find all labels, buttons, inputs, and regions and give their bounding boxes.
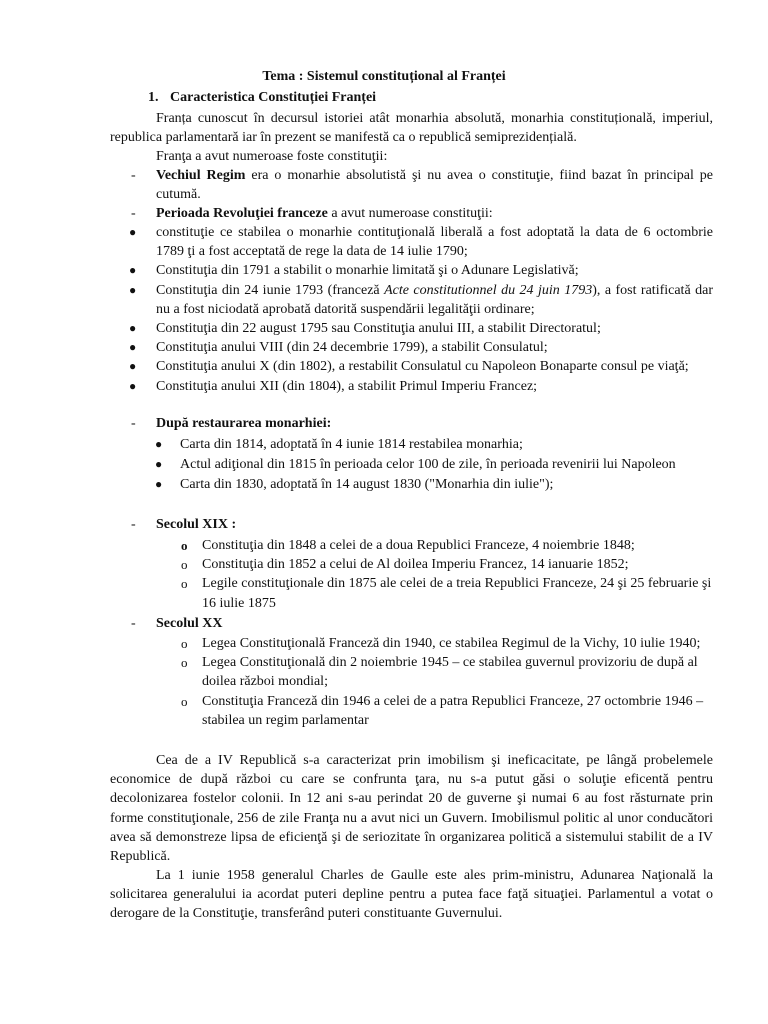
bullet-marker: ● [129,378,137,393]
list-item [131,515,713,534]
revolution-list [129,223,713,396]
circle-marker: o [181,557,188,573]
bullet-marker: ● [129,359,137,374]
c20-label: Secolul XX [156,616,223,631]
old-regime-text: era o monarhie absolutistă şi nu avea o constituţie, fiind bazat în principal pe cutumă. [156,168,713,203]
bullet-marker: ● [129,340,137,355]
bullet-marker: ● [129,263,137,278]
list-item-text: Constituţia din 24 iunie 1793 (franceză [156,282,385,298]
list-item [131,204,713,223]
intro-paragraph-2: Franţa a avut numeroase foste constituţii: [156,149,388,164]
circle-marker: o [181,576,188,592]
list-item [181,574,713,612]
c20-list [181,634,713,730]
circle-marker: o [181,636,188,651]
dash-marker: - [131,168,136,183]
bullet-marker: ● [155,437,163,451]
list-item-text: Actul adiţional din 1815 în perioada celor 100 de zile, în perioada revenirii lui Napoleon [180,457,676,473]
list-item [181,653,713,691]
list-item-text: Constituţia din 1852 a celui de Al doilea Imperiu Francez, 14 ianuarie 1852; [202,557,629,573]
list-item-text: Constituţia din 22 august 1795 sau Constituţia anului III, a stabilit Directoratul; [156,321,601,337]
revolution-label: Perioada Revoluţiei franceze [156,206,328,222]
circle-marker: o [181,693,188,709]
list-item-text: Constituţia Franceză din 1946 a celei de a patra Republici Franceze, 27 octombrie 1946 – stabilea un regim parlamentar [202,693,704,728]
restoration-list [155,435,713,495]
old-regime-label: Vechiul Regim [156,168,246,183]
list-item [129,261,713,280]
list-item-text: Carta din 1814, adoptată în 4 iunie 1814 restabilea monarhia; [180,437,523,452]
list-item [181,536,713,555]
dash-marker: - [131,616,136,631]
list-item-italic: Acte constitutionnel du 24 juin 1793 [384,282,593,298]
list-item [131,166,713,204]
list-item [155,475,713,494]
de-gaulle-paragraph: La 1 iunie 1958 generalul Charles de Gaulle este ales prim-ministru, Adunarea Naţională la solicitarea generalului ia acordat puteri depline pentru a putea face faţă situaţiei. Parlamentul a votat o derogare de la Constituţie, transferând puteri constituante Guvernului. [110,868,713,922]
section-title: Caracteristica Constituției Franței [170,90,377,105]
list-item-text: Constituţia din 1791 a stabilit o monarhie limitată şi o Adunare Legislativă; [156,263,579,279]
list-item [129,357,713,376]
list-item-text: Legea Constituţională Franceză din 1940, ce stabilea Regimul de la Vichy, 10 iulie 1940; [202,636,701,651]
fourth-republic-paragraph: Cea de a IV Republică s-a caracterizat prin imobilism şi ineficacitate, pe lângă probelemele economice de după război cu care se confrunta ţara, nu s-a putut găsi o soluţie eficentă pentru decolonizarea fostelor colonii. In 12 ani s-au perindat 20 de guverne şi numai 6 au fost răsturnate prin forme constituţionale, 256 de zile Franţa nu a avut nici un Guvern. Imobilismul politic al unor conducători avea să demonstreze lipsa de eficienţă şi de seriozitate în organizarea politică a sistemului stabilit de a IV Republică. [110,753,713,865]
document-title: Tema : Sistemul constituțional al Franței [262,69,506,84]
bullet-marker: ● [155,457,163,472]
list-item-text: Constituţia anului XII (din 1804), a stabilit Primul Imperiu Francez; [156,378,538,394]
restoration-label: După restaurarea monarhiei: [156,416,332,431]
section-number: 1. [148,90,159,105]
list-item [129,377,713,396]
list-item [129,338,713,357]
list-item [181,634,713,653]
section-heading [148,88,376,107]
list-item [129,281,713,319]
list-item [131,414,713,433]
list-item [155,455,713,474]
c19-label: Secolul XIX : [156,517,237,532]
dash-list-restoration [131,414,713,433]
list-item [155,435,713,454]
bullet-marker: ● [129,321,137,336]
dash-marker: - [131,416,136,431]
revolution-text: a avut numeroase constituţii: [327,206,493,222]
bullet-marker: ● [155,477,163,492]
dash-marker: - [131,206,136,222]
circle-marker: o [181,538,188,553]
list-item-text: Carta din 1830, adoptată în 14 august 1830 ("Monarhia din iulie"); [180,477,554,493]
list-item [181,692,713,730]
list-item [181,555,713,574]
dash-list-c19 [131,515,713,534]
circle-marker: o [181,655,188,671]
dash-list-1 [131,166,713,224]
list-item-text: Legile constituţionale din 1875 ale celei de a treia Republici Franceze, 24 şi 25 februarie şi 16 iulie 1875 [202,576,712,611]
bullet-marker: ● [129,282,137,297]
dash-list-c20 [131,614,713,633]
intro-paragraph: Franța cunoscut în decursul istoriei atât monarhia absolută, monarhia constituțională, imperiul, republica parlamentară iar în prezent se manifestă ca o republică semiprezidențială. [110,111,713,146]
list-item [129,223,713,261]
list-item [129,319,713,338]
list-item-text: Constituţia din 1848 a celei de a doua Republici Franceze, 4 noiembrie 1848; [202,538,635,553]
dash-marker: - [131,517,136,532]
c19-list [181,536,713,613]
list-item-text: ), a fost ratificată dar nu a fost niciodată aprobată datorită suspendării legalităţii ordinare; [156,282,713,317]
list-item-text: constituţie ce stabilea o monarhie contituţională liberală a fost adoptată la data de 6 octombrie 1789 ţi a fost acceptată de rege la data de 14 iulie 1790; [156,225,713,260]
list-item-text: Legea Constituţională din 2 noiembrie 1945 – ce stabilea guvernul provizoriu de după al doilea război mondial; [202,655,698,690]
bullet-marker: ● [129,225,137,239]
list-item-text: Constituţia anului X (din 1802), a restabilit Consulatul cu Napoleon Bonaparte consul pe viaţă; [156,359,689,375]
list-item-text: Constituţia anului VIII (din 24 decembrie 1799), a stabilit Consulatul; [156,340,548,356]
list-item [131,614,713,633]
